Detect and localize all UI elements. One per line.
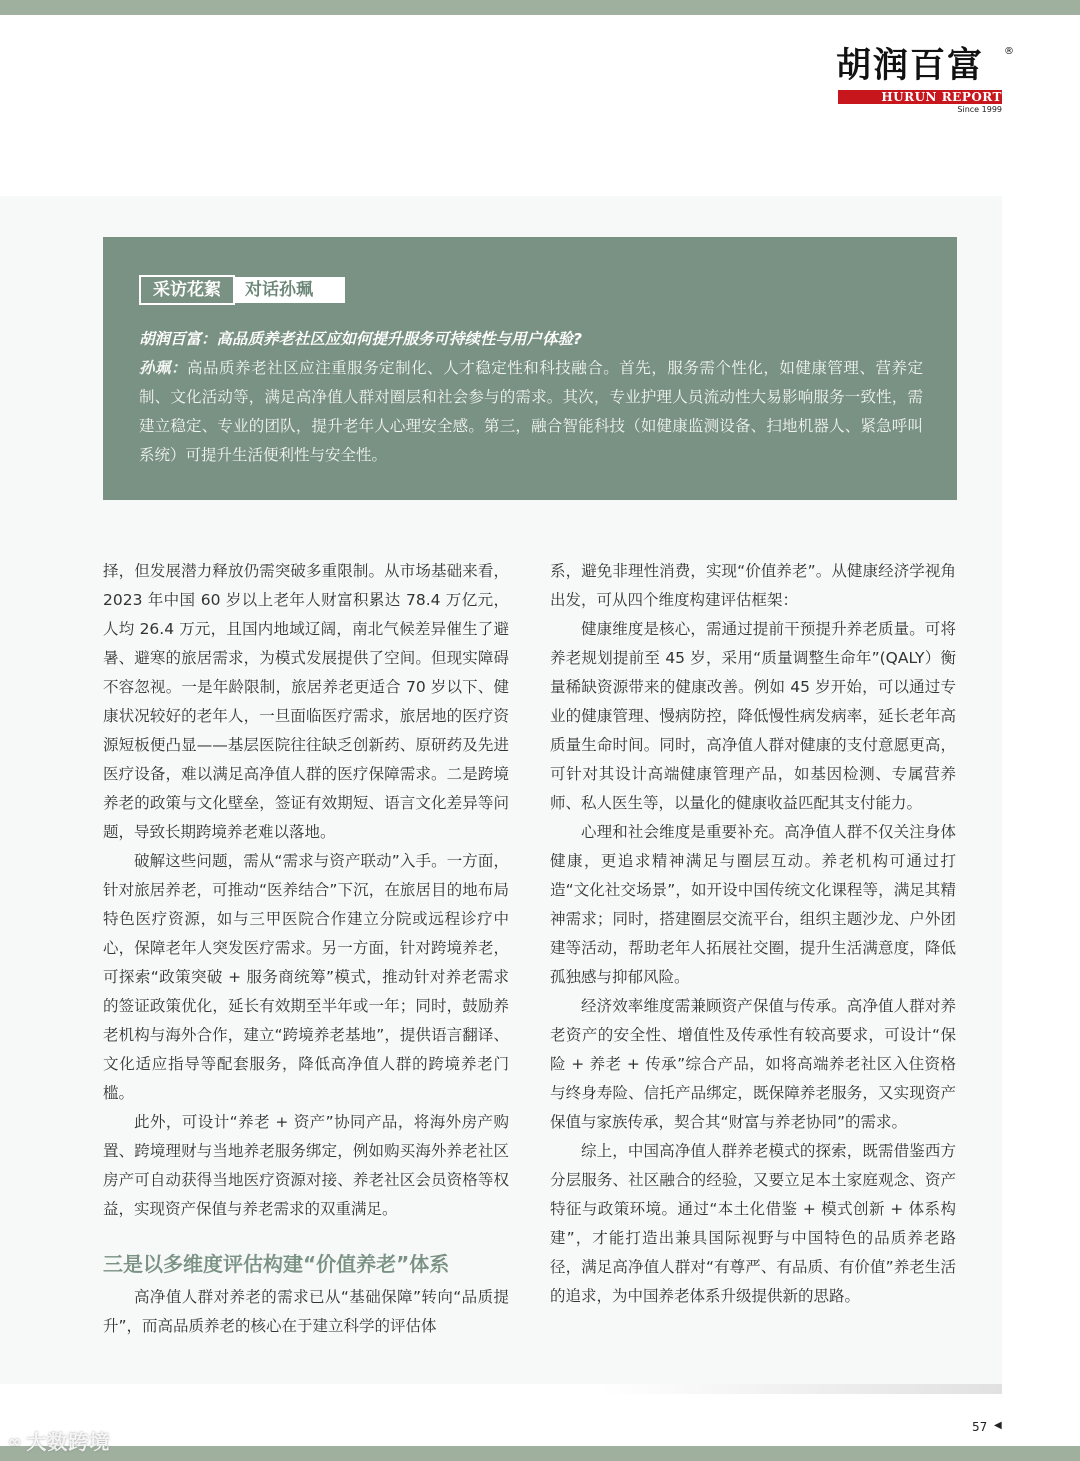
right-column [550,557,956,1311]
left-paragraph-4: 高净值人群对养老的需求已从“基础保障”转向“品质提升”，而高品质养老的核心在于建立科学的评估体 [103,1288,509,1335]
logo-english-text: HURUN REPORT [881,90,1002,104]
interview-box [103,237,957,500]
right-paragraph-2: 健康维度是核心，需通过提前干预提升养老质量。可将养老规划提前至 45 岁，采用“质量调整生命年”(QALY）衡量稀缺资源带来的健康改善。例如 45 岁开始，可以通过专业的健康管理、慢病防控，降低慢性病发病率，延长老年高质量生命时间。同时，高净值人群对健康的支付意愿更高，可针对其设计高端健康管理产品，如基因检测、专属营养师、私人医生等，以量化的健康收益匹配其支付能力。 [550,620,956,812]
logo-since-text: Since 1999 [957,105,1002,114]
page-curl-shadow [600,1384,1002,1394]
logo-chinese-text: 胡润百富 [836,46,985,86]
right-paragraph-3: 心理和社会维度是重要补充。高净值人群不仅关注身体健康，更追求精神满足与圈层互动。养老机构可通过打造“文化社交场景”，如开设中国传统文化课程等，满足其精神需求；同时，搭建圈层交流平台，组织主题沙龙、户外团建等活动，帮助老年人拓展社交圈，提升生活满意度，降低孤独感与抑郁风险。 [550,823,956,986]
interview-tag [139,275,347,303]
left-column [103,557,509,1224]
watermark-text: 大数跨境 [26,1430,111,1454]
left-paragraph-2: 破解这些问题，需从“需求与资产联动”入手。一方面，针对旅居养老，可推动“医养结合”下沉，在旅居目的地布局特色医疗资源，如与三甲医院合作建立分院或远程诊疗中心，保障老年人突发医疗需求。另一方面，针对跨境养老，可探索“政策突破 + 服务商统筹”模式，推动针对养老需求的签证政策优化，延长有效期至半年或一年；同时，鼓励养老机构与海外合作，建立“跨境养老基地”，提供语言翻译、文化适应指导等配套服务，降低高净值人群的跨境养老门槛。 [103,852,509,1102]
tag-interview-highlights: 采访花絮 [139,275,235,305]
bottom-decorative-bar [0,1446,1080,1461]
left-paragraph-1: 择，但发展潜力释放仍需突破多重限制。从市场基础来看，2023 年中国 60 岁以上老年人财富积累达 78.4 万亿元，人均 26.4 万元，且国内地域辽阔，南北气候差异催生了避暑、避寒的旅居需求，为模式发展提供了空间。但现实障碍不容忽视。一是年龄限制，旅居养老更适合 70 岁以下、健康状况较好的老年人，一旦面临医疗需求，旅居地的医疗资源短板便凸显——基层医院往往缺乏创新药、原研药及先进医疗设备，难以满足高净值人群的医疗保障需求。二是跨境养老的政策与文化壁垒，签证有效期短、语言文化差异等问题，导致长期跨境养老难以落地。 [103,562,509,841]
answer-speaker: 孙珮： [139,359,188,377]
section-heading: 三是以多维度评估构建“价值养老”体系 [103,1252,450,1276]
hurun-logo [836,46,1016,118]
right-paragraph-4: 经济效率维度需兼顾资产保值与传承。高净值人群对养老资产的安全性、增值性及传承性有较高要求，可设计“保险 + 养老 + 传承”综合产品，如将高端养老社区入住资格与终身寿险、信托产品绑定，既保障养老服务，又实现资产保值与家族传承，契合其“财富与养老协同”的需求。 [550,997,956,1131]
page-number: 57 [972,1420,988,1434]
logo-red-band [838,90,1002,104]
registered-mark: ® [1004,46,1014,57]
interview-answer [139,354,923,470]
watermark [8,1426,110,1455]
interview-question: 胡润百富：高品质养老社区应如何提升服务可持续性与用户体验? [139,330,582,348]
answer-text: 高品质养老社区应注重服务定制化、人才稳定性和科技融合。首先，服务需个性化，如健康管理、营养定制、文化活动等，满足高净值人群对圈层和社会参与的需求。其次，专业护理人员流动性大易影响服务一致性，需建立稳定、专业的团队，提升老年人心理安全感。第三，融合智能科技（如健康监测设备、扫地机器人、紧急呼叫系统）可提升生活便利性与安全性。 [139,359,923,464]
page-arrow-icon: ◀ [994,1420,1002,1431]
tag-dialogue-name: 对话孙珮 [235,277,345,303]
right-paragraph-1: 系，避免非理性消费，实现“价值养老”。从健康经济学视角出发，可从四个维度构建评估框架： [550,562,956,609]
left-paragraph-3: 此外，可设计“养老 + 资产”协同产品，将海外房产购置、跨境理财与当地养老服务绑定，例如购买海外养老社区房产可自动获得当地医疗资源对接、养老社区会员资格等权益，实现资产保值与养老需求的双重满足。 [103,1113,509,1218]
watermark-icon: ∞ [8,1432,23,1451]
left-column-continued [103,1283,509,1341]
top-decorative-bar [0,0,1080,15]
right-paragraph-5: 综上，中国高净值人群养老模式的探索，既需借鉴西方分层服务、社区融合的经验，又要立足本土家庭观念、资产特征与政策环境。通过“本土化借鉴 + 模式创新 + 体系构建”，才能打造出兼具国际视野与中国特色的品质养老路径，满足高净值人群对“有尊严、有品质、有价值”养老生活的追求，为中国养老体系升级提供新的思路。 [550,1142,956,1305]
